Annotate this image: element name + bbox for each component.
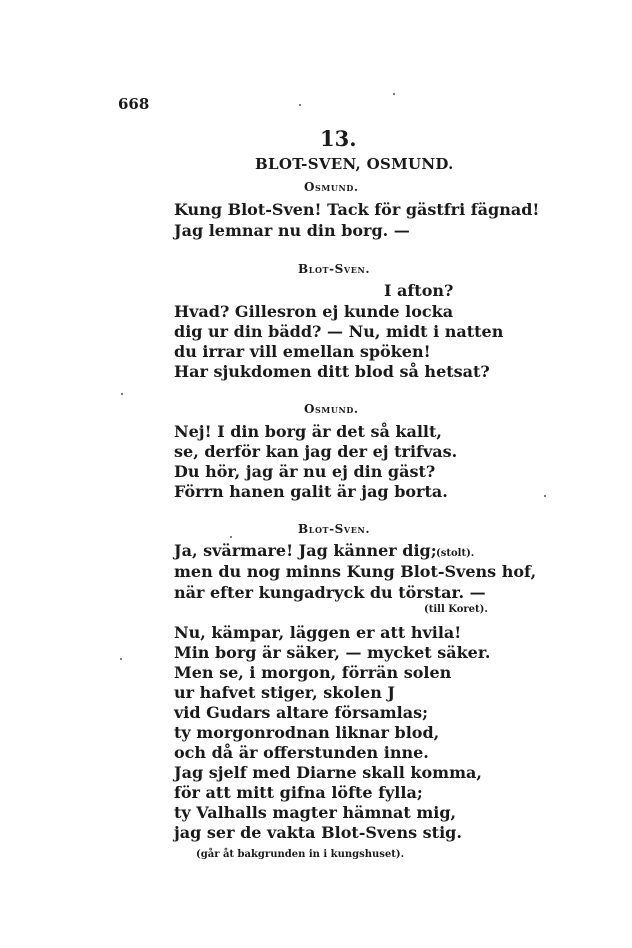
verse-line: I afton? bbox=[384, 281, 454, 300]
verse-line: du irrar vill emellan spöken! bbox=[174, 342, 431, 361]
verse-line: Kung Blot-Sven! Tack för gästfri fägnad! bbox=[174, 200, 540, 219]
verse-line: Men se, i morgon, förrän solen bbox=[174, 663, 452, 682]
stage-direction: (till Koret). bbox=[424, 604, 488, 615]
page-number: 668 bbox=[118, 95, 150, 113]
verse-line: ty morgonrodnan liknar blod, bbox=[174, 723, 440, 742]
speaker-osmund: Osmund. bbox=[304, 402, 359, 416]
print-speck bbox=[393, 93, 395, 95]
print-speck bbox=[120, 658, 122, 660]
verse-line: Du hör, jag är nu ej din gäst? bbox=[174, 462, 436, 481]
verse-line: när efter kungadryck du törstar. — bbox=[174, 583, 486, 602]
speaker-blot-sven: Blot-Sven. bbox=[298, 522, 371, 536]
verse-line: Förrn hanen galit är jag borta. bbox=[174, 482, 448, 501]
print-speck bbox=[230, 536, 232, 538]
stage-direction: (går åt bakgrunden in i kungshuset). bbox=[196, 849, 405, 860]
verse-line: Ja, svärmare! Jag känner dig; bbox=[174, 541, 437, 560]
print-speck bbox=[544, 495, 546, 497]
print-speck bbox=[121, 393, 123, 395]
verse-line: Jag lemnar nu din borg. — bbox=[174, 221, 410, 240]
verse-line: Nej! I din borg är det så kallt, bbox=[174, 422, 442, 441]
verse-line: vid Gudars altare församlas; bbox=[174, 703, 429, 722]
speaker-osmund: Osmund. bbox=[304, 180, 359, 194]
verse-line: dig ur din bädd? — Nu, midt i natten bbox=[174, 322, 504, 341]
verse-line: ur hafvet stiger, skolen J bbox=[174, 683, 395, 702]
verse-line: Har sjukdomen ditt blod så hetsat? bbox=[174, 362, 490, 381]
verse-line: Min borg är säker, — mycket säker. bbox=[174, 643, 491, 662]
verse-line: ty Valhalls magter hämnat mig, bbox=[174, 803, 457, 822]
verse-line: och då är offerstunden inne. bbox=[174, 743, 429, 762]
verse-line: jag ser de vakta Blot-Svens stig. bbox=[174, 823, 462, 842]
print-speck bbox=[299, 104, 301, 106]
verse-line: men du nog minns Kung Blot-Svens hof, bbox=[174, 562, 537, 581]
verse-line: för att mitt gifna löfte fylla; bbox=[174, 783, 423, 802]
verse-line: se, derför kan jag der ej trifvas. bbox=[174, 442, 458, 461]
verse-line: Hvad? Gillesron ej kunde locka bbox=[174, 302, 454, 321]
stage-direction: (stolt). bbox=[436, 548, 475, 559]
scene-number: 13. bbox=[320, 126, 357, 151]
speaker-blot-sven: Blot-Sven. bbox=[298, 262, 371, 276]
scene-title: BLOT-SVEN, OSMUND. bbox=[255, 155, 454, 173]
verse-line: Nu, kämpar, läggen er att hvila! bbox=[174, 623, 462, 642]
verse-line: Jag sjelf med Diarne skall komma, bbox=[174, 763, 482, 782]
